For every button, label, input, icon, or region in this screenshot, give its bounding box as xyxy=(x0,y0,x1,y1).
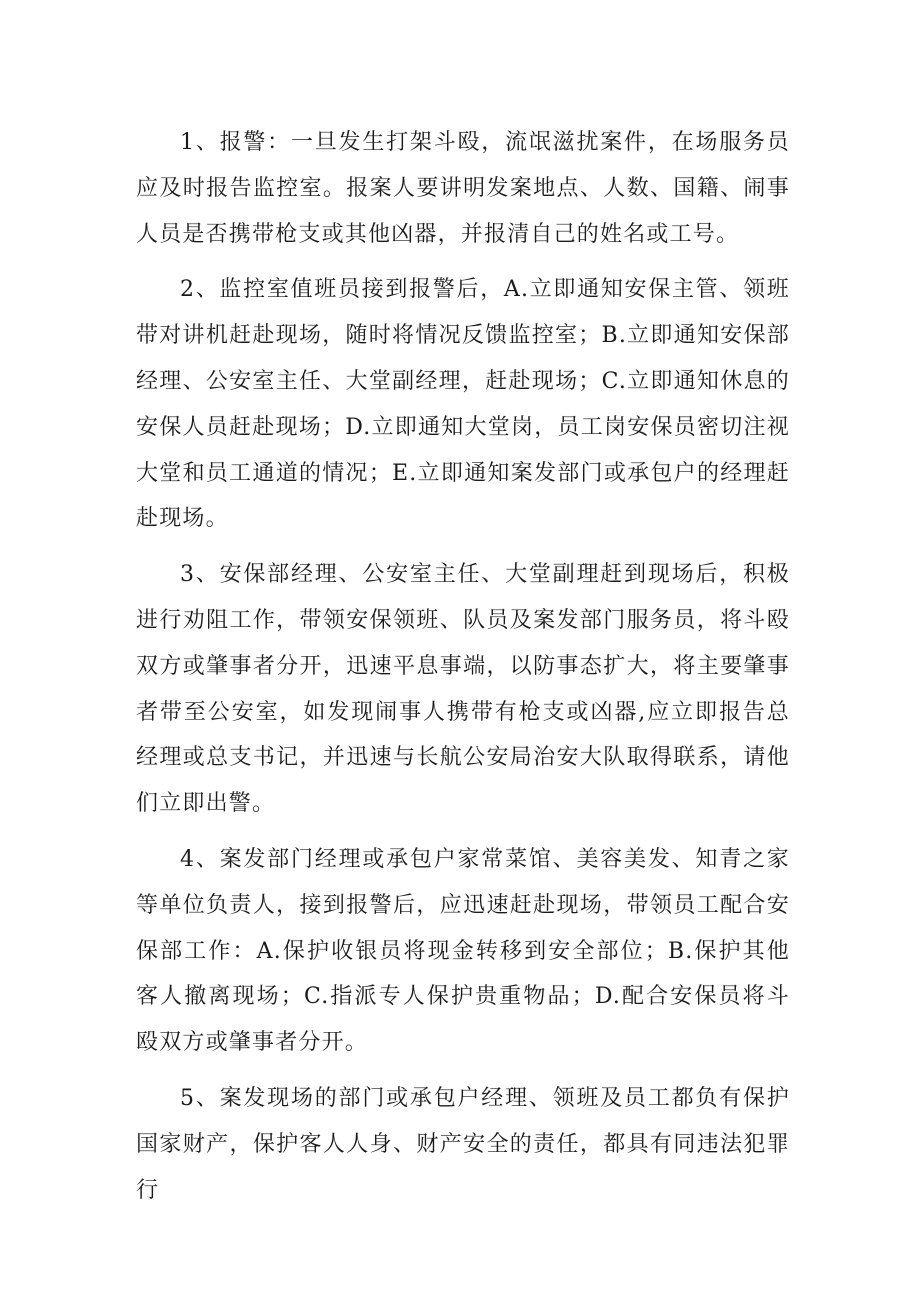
document-body xyxy=(136,120,790,1223)
paragraph-2: 2、监控室值班员接到报警后，A.立即通知安保主管、领班带对讲机赶赴现场，随时将情况反馈监控室；B.立即通知安保部经理、公安室主任、大堂副经理，赶赴现场；C.立即通知休息的安保人员赶赴现场；D.立即通知大堂岗，员工岗安保员密切注视大堂和员工通道的情况；E.立即通知案发部门或承包户的经理赶赴现场。 xyxy=(136,277,790,532)
paragraph-3: 3、安保部经理、公安室主任、大堂副理赶到现场后，积极进行劝阻工作，带领安保领班、队员及案发部门服务员，将斗殴双方或肇事者分开，迅速平息事端，以防事态扩大，将主要肇事者带至公安室，如发现闹事人携带有枪支或凶器,应立即报告总经理或总支书记，并迅速与长航公安局治安大队取得联系，请他们立即出警。 xyxy=(136,562,790,817)
paragraph-1: 1、报警：一旦发生打架斗殴，流氓滋扰案件，在场服务员应及时报告监控室。报案人要讲明发案地点、人数、国籍、闹事人员是否携带枪支或其他凶器，并报清自己的姓名或工号。 xyxy=(136,130,790,247)
paragraph-5: 5、案发现场的部门或承包户经理、领班及员工都负有保护国家财产，保护客人人身、财产安全的责任，都具有同违法犯罪行 xyxy=(136,1085,790,1203)
paragraph-4: 4、案发部门经理或承包户家常菜馆、美容美发、知青之家等单位负责人，接到报警后，应迅速赶赴现场，带领员工配合安保部工作：A.保护收银员将现金转移到安全部位；B.保护其他客人撤离现场；C.指派专人保护贵重物品；D.配合安保员将斗殴双方或肇事者分开。 xyxy=(136,846,790,1056)
